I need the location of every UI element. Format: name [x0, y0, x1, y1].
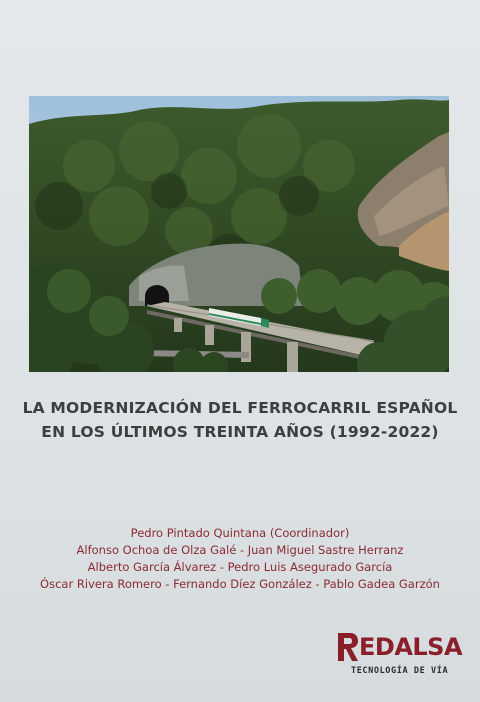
author-line: Alfonso Ochoa de Olza Galé - Juan Miguel Sastre Herranz: [76, 543, 404, 557]
railway-landscape-illustration: [29, 96, 449, 372]
author-line: Óscar Rivera Romero - Fernando Díez González - Pablo Gadea Garzón: [40, 577, 440, 591]
title-line-1: LA MODERNIZACIÓN DEL FERROCARRIL ESPAÑOL: [22, 399, 458, 417]
publisher-tagline: TECNOLOGÍA DE VÍA: [351, 666, 449, 676]
author-list: [0, 525, 480, 593]
book-title: [0, 396, 480, 444]
publisher-logo-wordmark: [337, 630, 462, 664]
redalsa-r-mark-icon: [337, 632, 359, 662]
title-line-2: EN LOS ÚLTIMOS TREINTA AÑOS (1992-2022): [41, 423, 439, 441]
publisher-logo: [337, 630, 463, 680]
publisher-logo-text: EDALSA: [359, 633, 463, 661]
author-line: Alberto García Álvarez - Pedro Luis Asegurado García: [87, 560, 393, 574]
cover-photo-railway-viaduct: [29, 96, 449, 372]
author-line: Pedro Pintado Quintana (Coordinador): [130, 526, 350, 540]
